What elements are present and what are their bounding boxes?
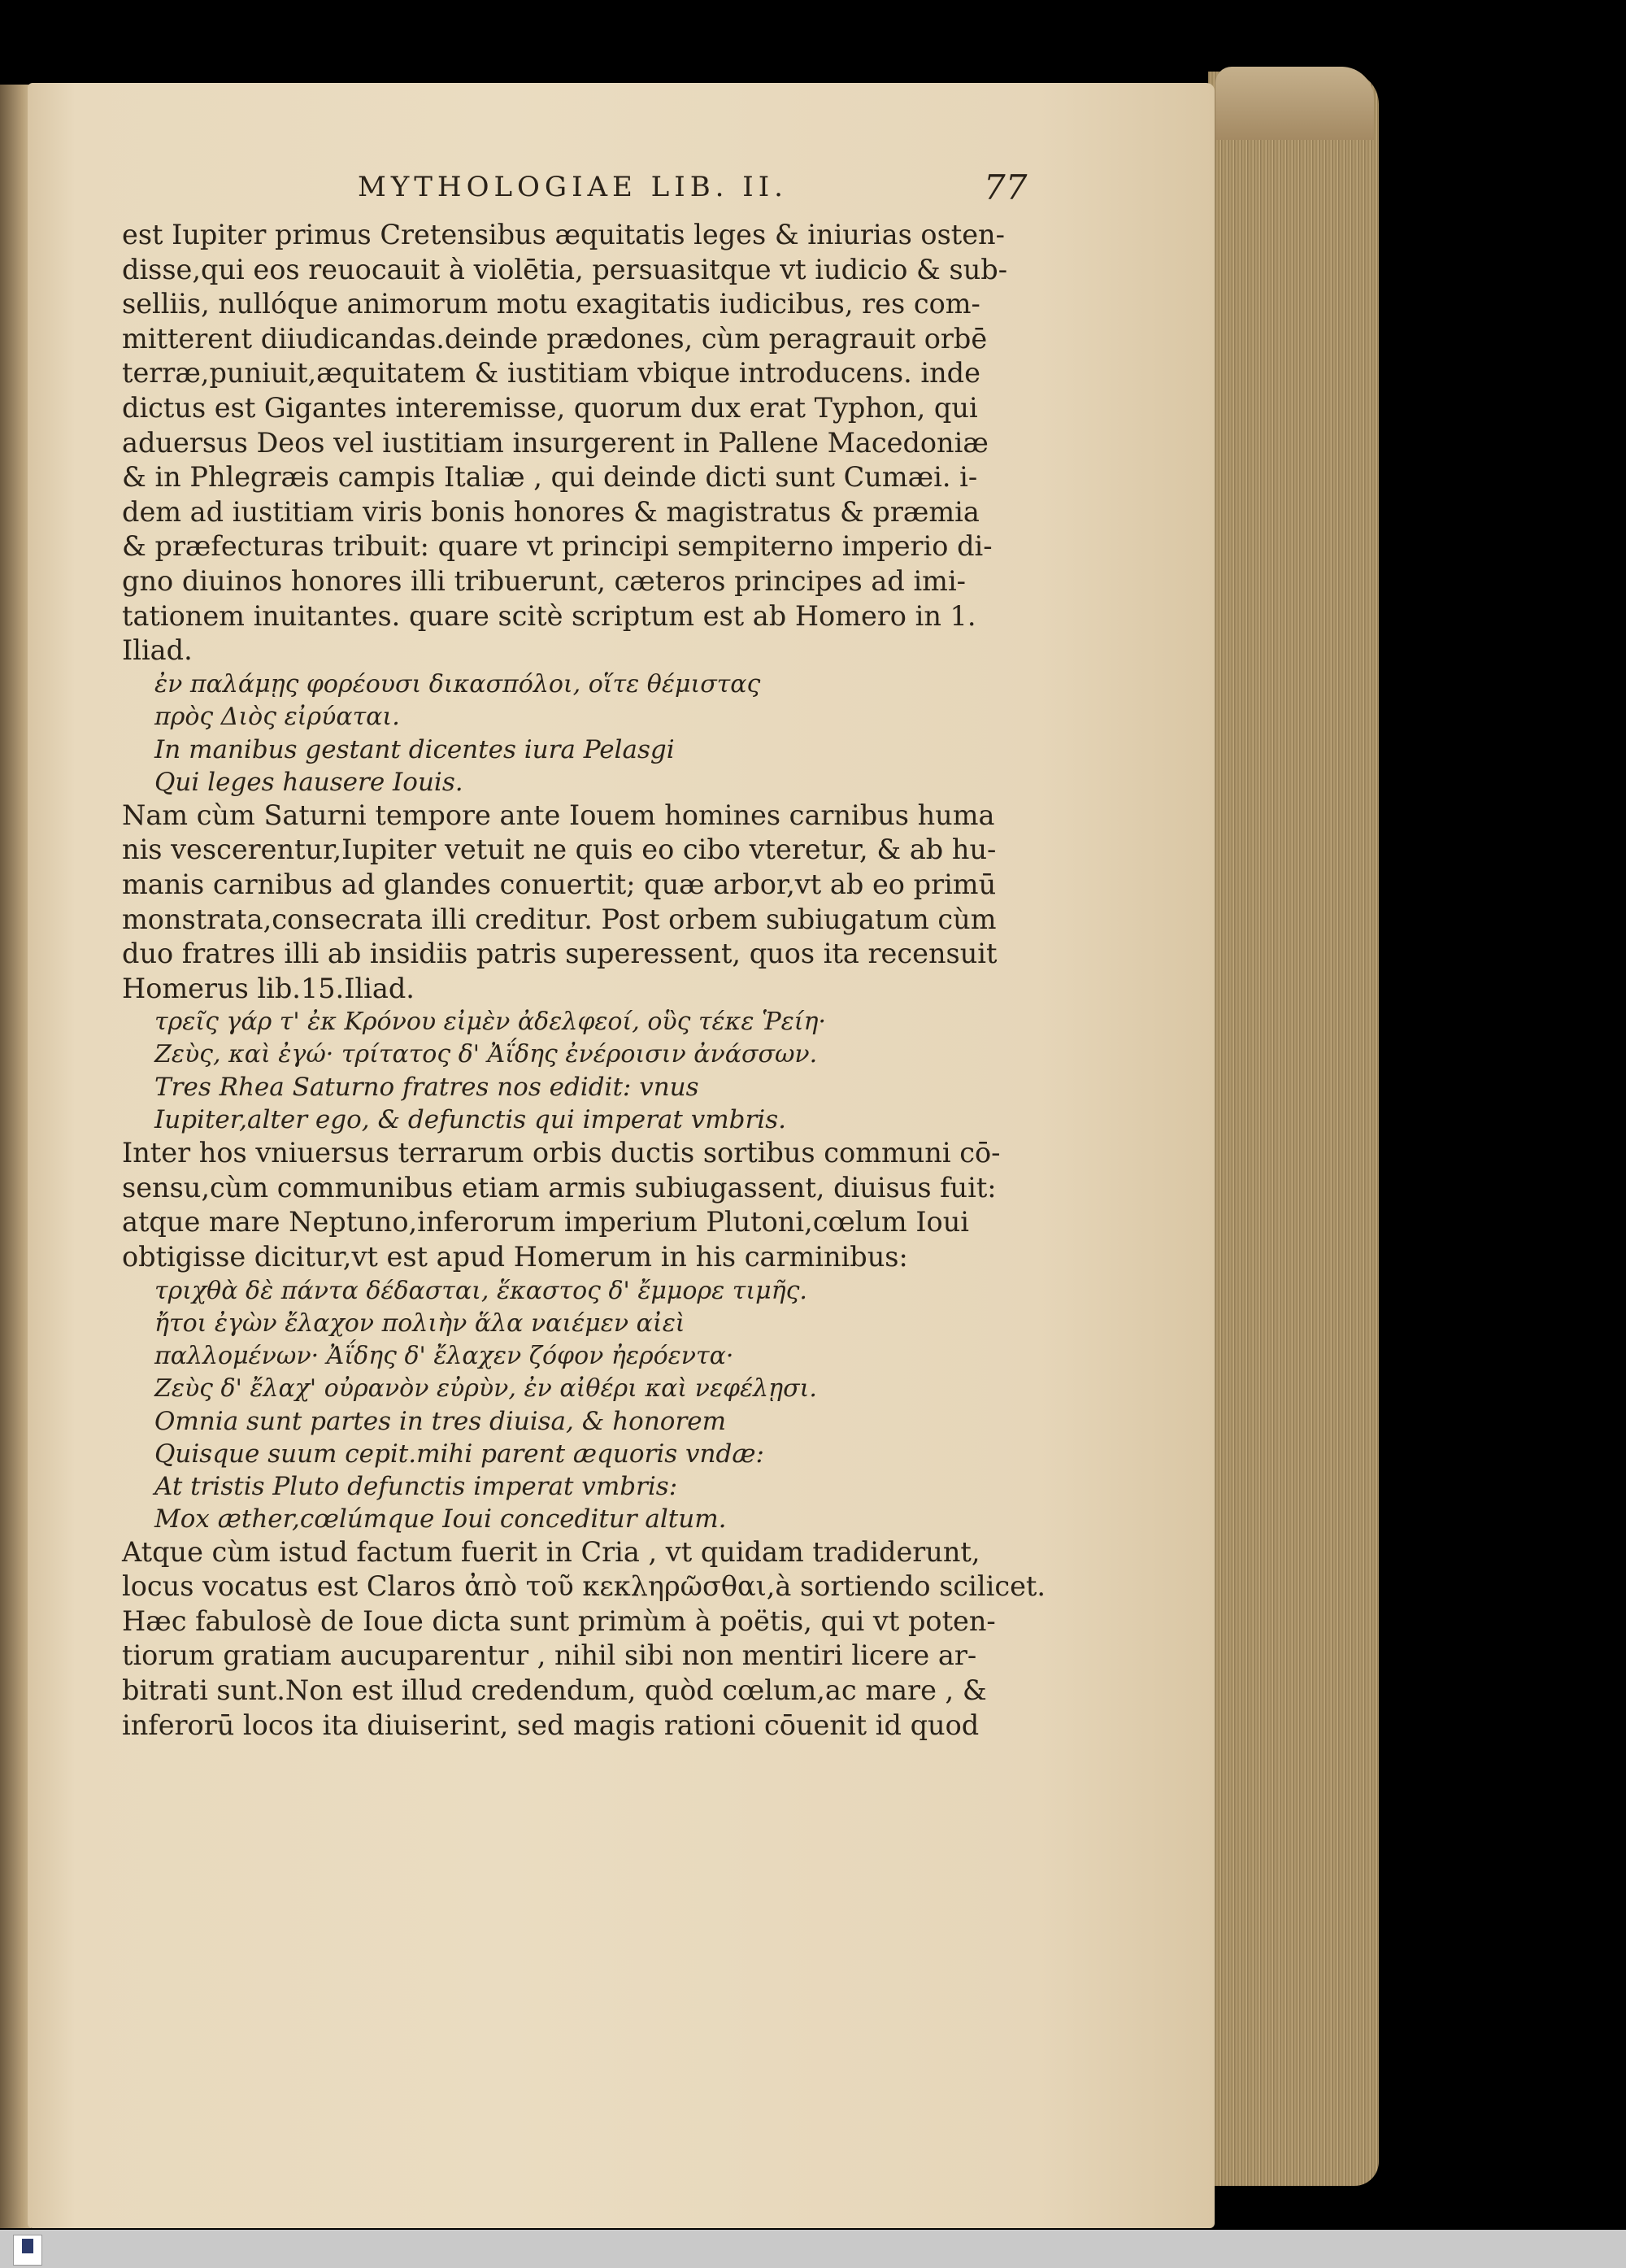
paragraph-2 — [122, 799, 1033, 1007]
verse-line: Mox æther,cœlúmque Ioui conceditur altum. — [154, 1504, 727, 1534]
greek-line: πρὸς Διὸς εἰρύαται. — [154, 702, 400, 731]
running-head: MYTHOLOGIAE LIB. II. — [358, 171, 788, 203]
text-line: Atque cùm istud factum fuerit in Cria , vt quidam tradiderunt, — [122, 1535, 980, 1568]
text-line: mitterent diiudicandas.deinde prædones, cùm peragrauit orbē — [122, 322, 988, 355]
text-line: nis vescerentur,Iupiter vetuit ne quis eo cibo vteretur, & ab hu- — [122, 834, 997, 866]
text-line: est Iupiter primus Cretensibus æquitatis leges & iniurias osten- — [122, 219, 1005, 250]
footer-bar — [0, 2230, 1626, 2268]
left-page-edge — [0, 85, 31, 2228]
book-corner — [1215, 67, 1374, 140]
page-number: 77 — [984, 168, 1028, 207]
text-line: selliis, nullóque animorum motu exagitatis iudicibus, res com- — [122, 288, 980, 320]
text-line: terræ,puniuit,æquitatem & iustitiam vbique introducens. inde — [122, 357, 980, 390]
verse-line: Qui leges hausere Iouis. — [154, 767, 463, 797]
text-line: Hæc fabulosè de Ioue dicta sunt primùm à poëtis, qui vt poten- — [122, 1604, 996, 1637]
text-line: aduersus Deos vel iustitiam insurgerent in Pallene Macedoniæ — [122, 426, 989, 459]
text-line: Nam cùm Saturni tempore ante Iouem homines carnibus huma — [122, 799, 995, 831]
greek-line: τριχθὰ δὲ πάντα δέδασται, ἕκαστος δ' ἔμμορε τιμῆς. — [154, 1276, 807, 1305]
library-logo-icon — [13, 2235, 42, 2266]
text-line: dem ad iustitiam viris bonis honores & magistratus & præmia — [122, 495, 980, 528]
latin-verse-2 — [122, 1071, 1033, 1136]
greek-line: ἤτοι ἐγὼν ἔλαχον πολιὴν ἅλα ναιέμεν αἰεὶ — [154, 1308, 685, 1338]
text-line: tationem inuitantes. quare scitè scriptum est ab Homero in 1. — [122, 599, 976, 632]
greek-quotation-3 — [122, 1275, 1033, 1405]
verse-line: Iupiter,alter ego, & defunctis qui imperat vmbris. — [154, 1105, 786, 1135]
text-line: & præfecturas tribuit: quare vt principi sempiterno imperio di- — [122, 530, 993, 563]
greek-line: Ζεὺς, καὶ ἐγώ· τρίτατος δ' Ἀΐδης ἐνέροισιν ἀνάσσων. — [154, 1040, 818, 1069]
text-line: duo fratres illi ab insidiis patris superessent, quos ita recensuit — [122, 938, 998, 970]
paragraph-1 — [122, 218, 1033, 668]
text-line: gno diuinos honores illi tribuerunt, cæteros principes ad imi- — [122, 564, 966, 597]
latin-verse-3 — [122, 1405, 1033, 1535]
greek-line: Ζεὺς δ' ἔλαχ' οὐρανὸν εὐρὺν, ἐν αἰθέρι καὶ νεφέλῃσι. — [154, 1373, 817, 1403]
paragraph-3 — [122, 1136, 1033, 1274]
text-line: manis carnibus ad glandes conuertit; quæ arbor,vt ab eo primū — [122, 868, 997, 900]
text-line: & in Phlegræis campis Italiæ , qui deinde dicti sunt Cumæi. i- — [122, 461, 978, 494]
text-line: Iliad. — [122, 634, 193, 667]
verse-line: At tristis Pluto defunctis imperat vmbris: — [154, 1471, 678, 1501]
text-line: obtigisse dicitur,vt est apud Homerum in his carminibus: — [122, 1241, 908, 1273]
paragraph-4 — [122, 1535, 1046, 1743]
text-line: atque mare Neptuno,inferorum imperium Plutoni,cœlum Ioui — [122, 1206, 970, 1238]
greek-line: τρεῖς γάρ τ' ἐκ Κρόνου εἰμὲν ἀδελφεοί, οὓς τέκε Ῥείη· — [154, 1008, 827, 1037]
text-block — [122, 218, 1046, 1743]
text-line: monstrata,consecrata illi creditur. Post orbem subiugatum cùm — [122, 903, 997, 935]
text-line: dictus est Gigantes interemisse, quorum dux erat Typhon, qui — [122, 391, 978, 424]
text-line: Inter hos vniuersus terrarum orbis ductis sortibus communi cō- — [122, 1137, 1001, 1169]
text-line: locus vocatus est Claros ἀπὸ τοῦ κεκληρῶσθαι,à sortiendo scilicet. — [122, 1570, 1046, 1603]
verse-line: Quisque suum cepit.mihi parent æquoris vndæ: — [154, 1439, 764, 1469]
verse-line: Omnia sunt partes in tres diuisa, & honorem — [154, 1406, 727, 1436]
greek-quotation-2 — [122, 1006, 1033, 1071]
verse-line: In manibus gestant dicentes iura Pelasgi — [154, 734, 675, 764]
text-line: tiorum gratiam aucuparentur , nihil sibi non mentiri licere ar- — [122, 1639, 977, 1672]
text-line: inferorū locos ita diuiserint, sed magis rationi cōuenit id quod — [122, 1709, 980, 1741]
verse-line: Tres Rhea Saturno fratres nos edidit: vnus — [154, 1073, 699, 1103]
text-line: bitrati sunt.Non est illud credendum, quòd cœlum,ac mare , & — [122, 1674, 987, 1707]
greek-line: παλλομένων· Ἀΐδης δ' ἔλαχεν ζόφον ἠερόεντα· — [154, 1341, 734, 1370]
text-line: Homerus lib.15.Iliad. — [122, 972, 415, 1004]
text-line: sensu,cùm communibus etiam armis subiugassent, diuisus fuit: — [122, 1171, 997, 1204]
text-line: disse,qui eos reuocauit à violētia, persuasitque vt iudicio & sub- — [122, 253, 1008, 285]
greek-quotation-1 — [122, 668, 1033, 734]
latin-verse-1 — [122, 734, 1033, 799]
book-fore-edge — [1208, 72, 1379, 2186]
greek-line: ἐν παλάμῃς φορέουσι δικασπόλοι, οἵτε θέμιστας — [154, 669, 761, 699]
